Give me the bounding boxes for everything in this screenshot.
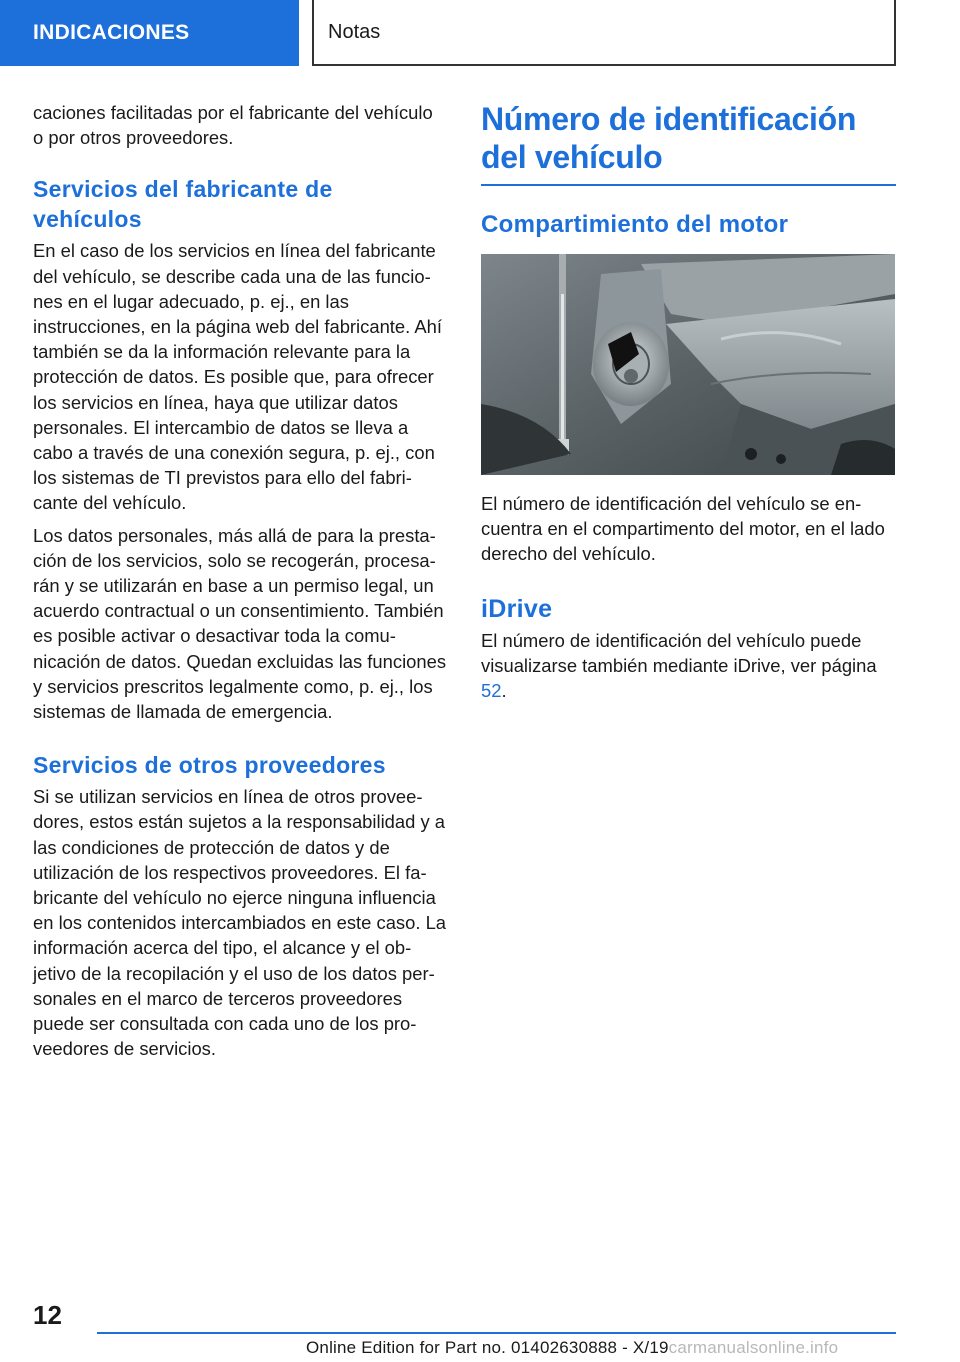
- section-tab: [0, 0, 299, 66]
- heading-rule: [481, 184, 896, 186]
- heading-manufacturer-services: Servicios del fabricante de vehículos: [33, 176, 333, 233]
- right-column: [481, 100, 896, 703]
- engine-compartment-photo: [481, 254, 895, 475]
- section-tab-label: INDICACIONES: [33, 21, 190, 44]
- manufacturer-paragraph-2: Los datos personales, más allá de para la prestación de los servicios, solo se recogerán, procesarán y se utilizarán en base a un permiso legal, un acuerdo contractual o un consentimiento. También es posible activar o desactivar toda la comunicación de datos. Quedan excluidas las funciones y servicios prescritos legalmente como, p. ej., los sistemas de llamada de emergencia.: [33, 524, 447, 723]
- idrive-text: El número de identificación del vehículo puede visualizarse también mediante iDrive, ver página: [481, 629, 877, 676]
- other-providers-paragraph: Si se utilizan servicios en línea de otros proveedores, estos están sujetos a la responsabilidad y a las condiciones de protección de datos y de utilización de los respectivos proveedores. El fabricante del vehículo no ejerce ninguna influencia en los contenidos intercambiados en este caso. La información acerca del tipo, el alcance y el objetivo de la recopilación y el uso de los datos personales en el marco de terceros proveedores puede ser consultada con cada uno de los proveedores de servicios.: [33, 786, 447, 1060]
- subsection-label: Notas: [328, 20, 381, 43]
- idrive-text-end: .: [501, 680, 507, 702]
- left-column: [33, 100, 448, 1062]
- page-reference-link[interactable]: 52: [481, 680, 502, 702]
- intro-paragraph: caciones facilitadas por el fabricante del vehículo o por otros proveedores.: [33, 102, 433, 149]
- engine-paragraph: El número de identificación del vehículo se encuentra en el compartimento del motor, en el lado derecho del vehículo.: [481, 493, 885, 565]
- heading-idrive: iDrive: [481, 594, 553, 623]
- idrive-paragraph: [481, 628, 896, 704]
- heading-engine-compartment: Compartimiento del motor: [481, 211, 789, 238]
- watermark-text: carmanualsonline.info: [668, 1338, 839, 1357]
- page-number: 12: [33, 1300, 62, 1330]
- subsection-header: [312, 0, 896, 66]
- manufacturer-paragraph-1: En el caso de los servicios en línea del fabricante del vehículo, se describe cada una de las funciones en el lugar adecuado, p. ej., en las instrucciones, en la página web del fabricante. Ahí también se da la información relevante para la protección de datos. Es posible que, para ofrecer los servicios en línea, haya que utilizar datos personales. El intercambio de datos se lleva a cabo a través de una conexión segura, p. ej., con los sistemas de TI previstos para ello del fabricante del vehículo.: [33, 240, 442, 514]
- footer-rule: [97, 1332, 896, 1334]
- heading-vin: Número de identificación del vehículo: [481, 101, 857, 175]
- heading-other-providers: Servicios de otros proveedores: [33, 752, 386, 779]
- edition-text: Online Edition for Part no. 01402630888 - X/19: [306, 1338, 669, 1357]
- footer-edition: [306, 1338, 838, 1358]
- engine-compartment-illustration: [481, 254, 895, 475]
